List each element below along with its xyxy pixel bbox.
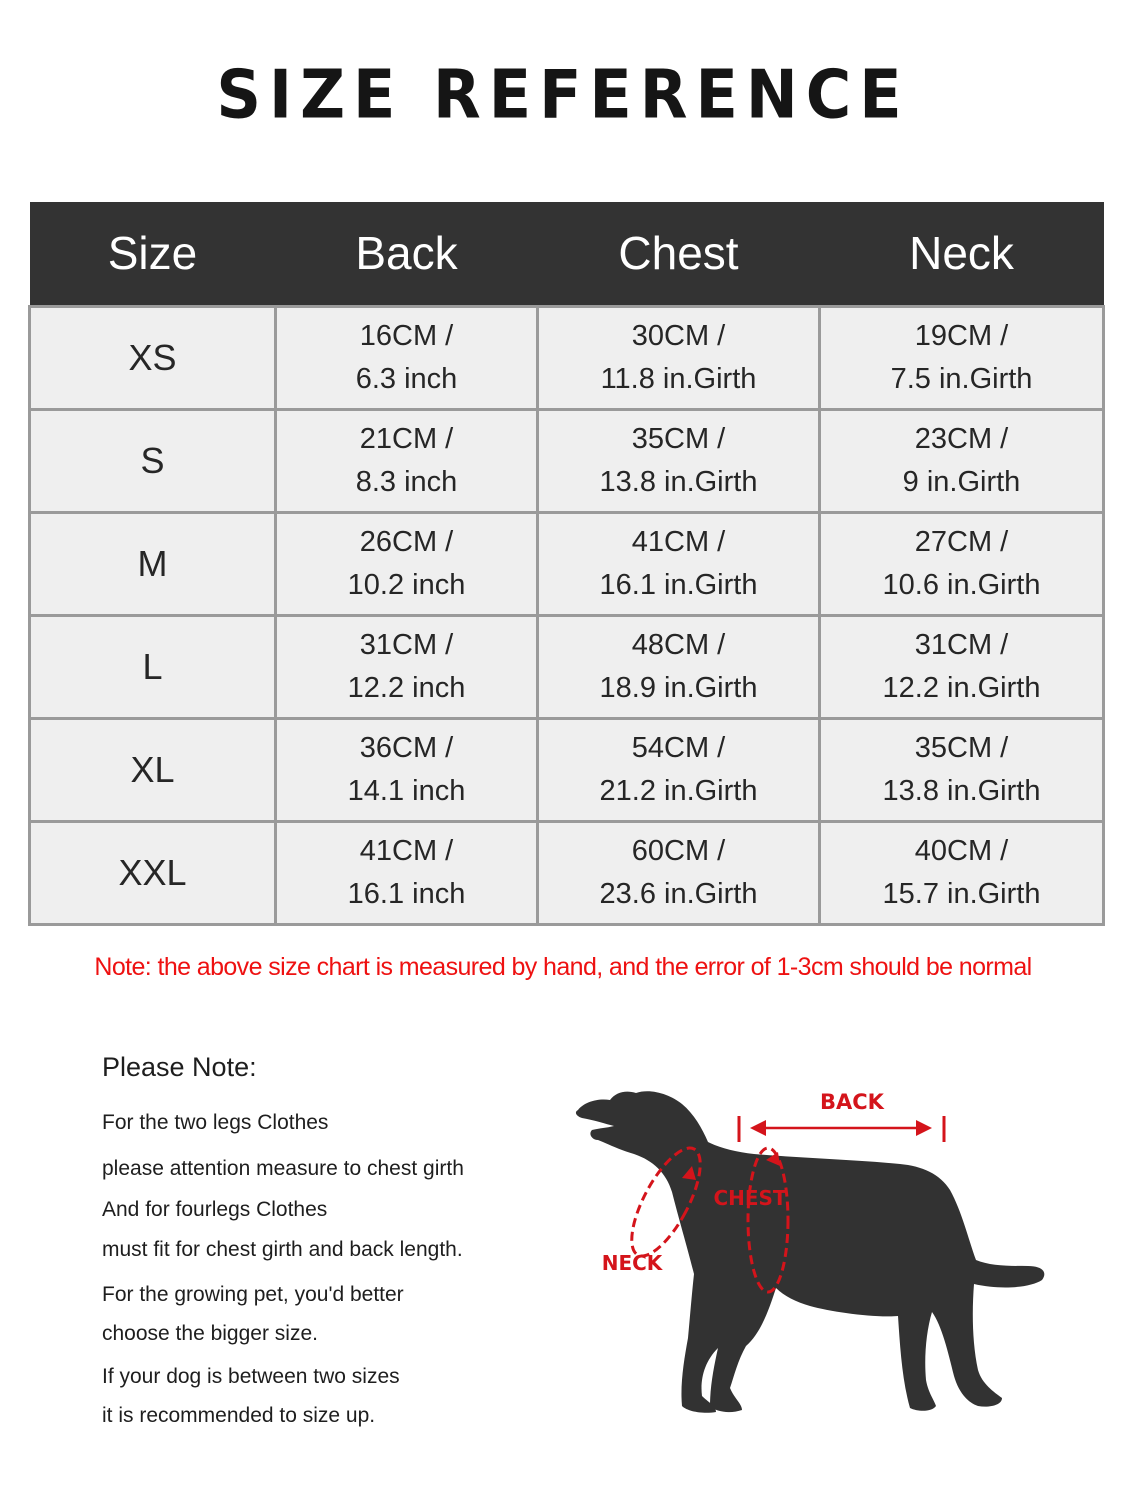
measurement-error-note: Note: the above size chart is measured by hand, and the error of 1-3cm should be normal bbox=[94, 953, 1032, 981]
chest-cell bbox=[538, 821, 820, 924]
note-line: must fit for chest girth and back length. bbox=[102, 1238, 463, 1261]
neck-cm-value: 40CM / bbox=[914, 834, 1009, 867]
back-inch-value: 8.3 inch bbox=[355, 465, 458, 498]
size-cell: M bbox=[30, 512, 276, 615]
table-header-row bbox=[30, 202, 1104, 306]
neck-cell bbox=[820, 821, 1104, 924]
note-line: For the two legs Clothes bbox=[102, 1111, 329, 1134]
back-inch-value: 16.1 inch bbox=[347, 877, 466, 910]
header-back: Back bbox=[276, 202, 538, 306]
table-row bbox=[30, 512, 1104, 615]
back-cm-value: 31CM / bbox=[359, 628, 454, 661]
back-arrow-left-icon bbox=[750, 1120, 766, 1136]
chest-cm-value: 41CM / bbox=[631, 525, 726, 558]
dog-measurement-diagram bbox=[570, 1080, 1060, 1420]
size-cell: S bbox=[30, 409, 276, 512]
back-cm-value: 16CM / bbox=[359, 319, 454, 352]
chest-inch-value: 13.8 in.Girth bbox=[599, 465, 758, 498]
chest-cm-value: 48CM / bbox=[631, 628, 726, 661]
chest-cm-value: 30CM / bbox=[631, 319, 726, 352]
header-neck: Neck bbox=[820, 202, 1104, 306]
size-cell: L bbox=[30, 615, 276, 718]
back-cell bbox=[276, 512, 538, 615]
size-table bbox=[28, 202, 1105, 926]
chest-inch-value: 18.9 in.Girth bbox=[599, 671, 758, 704]
back-inch-value: 14.1 inch bbox=[347, 774, 466, 807]
note-line: For the growing pet, you'd better bbox=[102, 1283, 404, 1306]
neck-cell bbox=[820, 409, 1104, 512]
note-line: choose the bigger size. bbox=[102, 1322, 318, 1345]
chest-cell bbox=[538, 306, 820, 409]
chest-label: CHEST bbox=[713, 1186, 787, 1210]
back-cm-value: 21CM / bbox=[359, 422, 454, 455]
neck-inch-value: 12.2 in.Girth bbox=[882, 671, 1041, 704]
header-size: Size bbox=[30, 202, 276, 306]
chest-cm-value: 60CM / bbox=[631, 834, 726, 867]
header-chest: Chest bbox=[538, 202, 820, 306]
table-row bbox=[30, 615, 1104, 718]
neck-cell bbox=[820, 718, 1104, 821]
note-line: And for fourlegs Clothes bbox=[102, 1198, 328, 1221]
notes-heading: Please Note: bbox=[102, 1052, 257, 1082]
back-cell bbox=[276, 615, 538, 718]
neck-cm-value: 31CM / bbox=[914, 628, 1009, 661]
back-inch-value: 6.3 inch bbox=[355, 362, 458, 395]
chest-cm-value: 54CM / bbox=[631, 731, 726, 764]
note-line: If your dog is between two sizes bbox=[102, 1365, 400, 1388]
back-cell bbox=[276, 718, 538, 821]
back-cm-value: 41CM / bbox=[359, 834, 454, 867]
chest-inch-value: 21.2 in.Girth bbox=[599, 774, 758, 807]
size-cell: XS bbox=[30, 306, 276, 409]
neck-cm-value: 35CM / bbox=[914, 731, 1009, 764]
neck-cell bbox=[820, 615, 1104, 718]
neck-inch-value: 13.8 in.Girth bbox=[882, 774, 1041, 807]
chest-cell bbox=[538, 512, 820, 615]
chest-cell bbox=[538, 718, 820, 821]
chest-cm-value: 35CM / bbox=[631, 422, 726, 455]
back-cell bbox=[276, 821, 538, 924]
back-cm-value: 36CM / bbox=[359, 731, 454, 764]
chest-cell bbox=[538, 409, 820, 512]
back-cell bbox=[276, 409, 538, 512]
size-cell: XXL bbox=[30, 821, 276, 924]
table-row bbox=[30, 306, 1104, 409]
back-cell bbox=[276, 306, 538, 409]
size-cell: XL bbox=[30, 718, 276, 821]
table-row bbox=[30, 718, 1104, 821]
table-row bbox=[30, 821, 1104, 924]
neck-cm-value: 19CM / bbox=[914, 319, 1009, 352]
neck-inch-value: 9 in.Girth bbox=[902, 465, 1021, 498]
neck-cm-value: 23CM / bbox=[914, 422, 1009, 455]
back-arrow-right-icon bbox=[916, 1120, 932, 1136]
back-inch-value: 10.2 inch bbox=[347, 568, 466, 601]
chest-cell bbox=[538, 615, 820, 718]
back-label: BACK bbox=[820, 1090, 884, 1114]
chest-inch-value: 16.1 in.Girth bbox=[599, 568, 758, 601]
chest-inch-value: 11.8 in.Girth bbox=[600, 362, 757, 395]
table-row bbox=[30, 409, 1104, 512]
neck-label: NECK bbox=[601, 1251, 663, 1275]
table-body bbox=[30, 306, 1104, 924]
neck-cell bbox=[820, 306, 1104, 409]
note-line: it is recommended to size up. bbox=[102, 1404, 376, 1427]
neck-inch-value: 10.6 in.Girth bbox=[882, 568, 1041, 601]
back-inch-value: 12.2 inch bbox=[347, 671, 466, 704]
neck-cell bbox=[820, 512, 1104, 615]
neck-cm-value: 27CM / bbox=[914, 525, 1009, 558]
neck-inch-value: 15.7 in.Girth bbox=[882, 877, 1041, 910]
page-title: SIZE REFERENCE bbox=[216, 55, 910, 134]
chest-inch-value: 23.6 in.Girth bbox=[599, 877, 758, 910]
neck-inch-value: 7.5 in.Girth bbox=[890, 362, 1033, 395]
note-line: please attention measure to chest girth bbox=[102, 1157, 464, 1180]
back-cm-value: 26CM / bbox=[359, 525, 454, 558]
